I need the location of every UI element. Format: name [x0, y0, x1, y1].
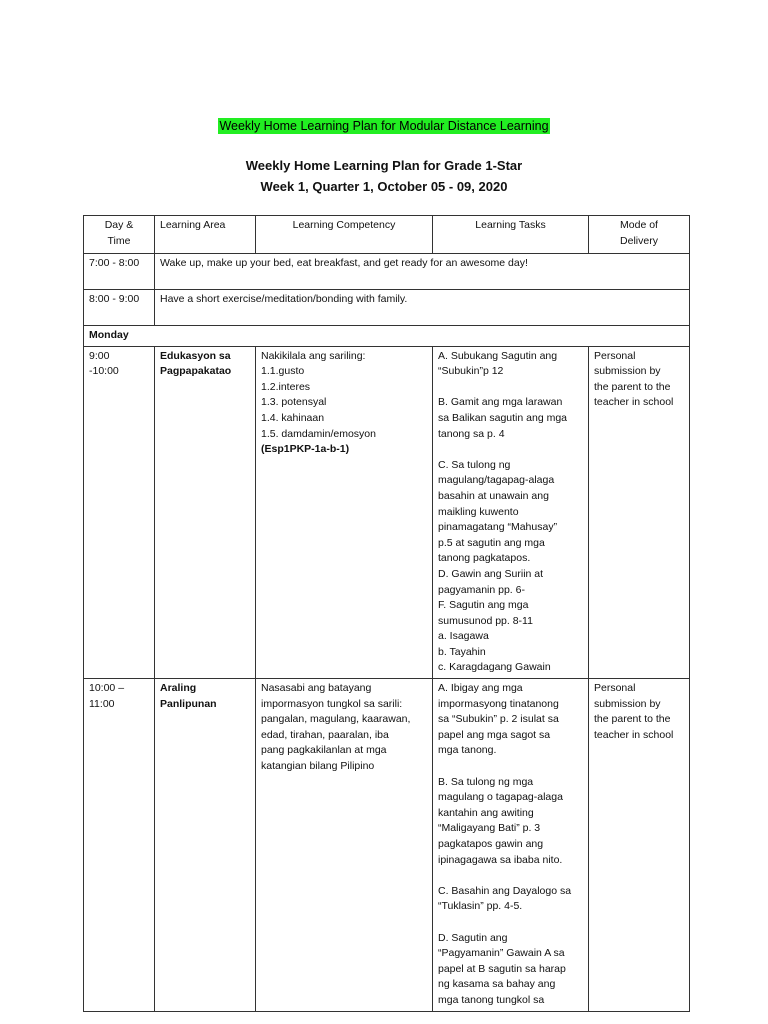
row-time: 9:00 -10:00 [84, 346, 155, 678]
row-learning-area: Edukasyon sa Pagpapakatao [155, 346, 256, 678]
banner-text: Weekly Home Learning Plan for Modular Distance Learning [219, 119, 549, 133]
row-learning-competency [256, 346, 433, 678]
row-mode-of-delivery: Personal submission by the parent to the teacher in school [589, 346, 690, 678]
competency-code: (Esp1PKP-1a-b-1) [261, 443, 350, 456]
learning-plan-table [83, 215, 690, 1012]
title-line-2: Week 1, Quarter 1, October 05 - 09, 2020 [260, 179, 508, 194]
header-row [84, 216, 690, 254]
routine-time: 8:00 - 9:00 [84, 290, 155, 326]
routine-row [84, 254, 690, 290]
header-day-time: Day & Time [84, 216, 155, 254]
header-learning-tasks: Learning Tasks [433, 216, 589, 254]
competency-text: Nakikilala ang sariling: 1.1.gusto 1.2.interes 1.3. potensyal 1.4. kahinaan 1.5. damdamin/emosyon [261, 349, 376, 440]
day-label: Monday [84, 326, 690, 347]
banner [0, 117, 768, 135]
routine-time: 7:00 - 8:00 [84, 254, 155, 290]
routine-text: Have a short exercise/meditation/bonding with family. [155, 290, 690, 326]
row-learning-tasks: A. Subukang Sagutin ang “Subukin”p 12 B. Gamit ang mga larawan sa Balikan sagutin ang mga tanong sa p. 4 C. Sa tulong ng magulang/tagapag-alaga basahin at unawain ang maikling kuwento pinamagatang “Mahusay” p.5 at sagutin ang mga tanong pagkatapos. D. Gawin ang Suriin at pagyamanin pp. 6- F. Sagutin ang mga sumusunod pp. 8-11 a. Isagawa b. Tayahin c. Karagdagang Gawain [433, 346, 589, 678]
header-learning-area: Learning Area [155, 216, 256, 254]
title-line-1: Weekly Home Learning Plan for Grade 1-Star [245, 158, 523, 173]
subject-row [84, 679, 690, 1011]
row-learning-tasks: A. Ibigay ang mga impormasyong tinatanong sa “Subukin” p. 2 isulat sa papel ang mga sagot sa mga tanong. B. Sa tulong ng mga magulang o tagapag-alaga kantahin ang awiting “Maligayang Bati” p. 3 pagkatapos gawin ang ipinagagawa sa ibaba nito. C. Basahin ang Dayalogo sa “Tuklasin” pp. 4-5. D. Sagutin ang “Pagyamanin” Gawain A sa papel at B sagutin sa harap ng kasama sa bahay ang mga tanong tungkol sa [433, 679, 589, 1011]
day-row [84, 326, 690, 347]
row-time: 10:00 – 11:00 [84, 679, 155, 1011]
header-mode-of-delivery: Mode of Delivery [589, 216, 690, 254]
row-mode-of-delivery: Personal submission by the parent to the teacher in school [589, 679, 690, 1011]
header-learning-competency: Learning Competency [256, 216, 433, 254]
routine-text: Wake up, make up your bed, eat breakfast, and get ready for an awesome day! [155, 254, 690, 290]
row-learning-competency [256, 679, 433, 1011]
subject-row [84, 346, 690, 678]
row-learning-area: Araling Panlipunan [155, 679, 256, 1011]
competency-text: Nasasabi ang batayang impormasyon tungkol sa sarili: pangalan, magulang, kaarawan, edad, tirahan, paaralan, iba pang pagkakilanlan at mga katangian bilang Pilipino [261, 682, 411, 773]
routine-row [84, 290, 690, 326]
